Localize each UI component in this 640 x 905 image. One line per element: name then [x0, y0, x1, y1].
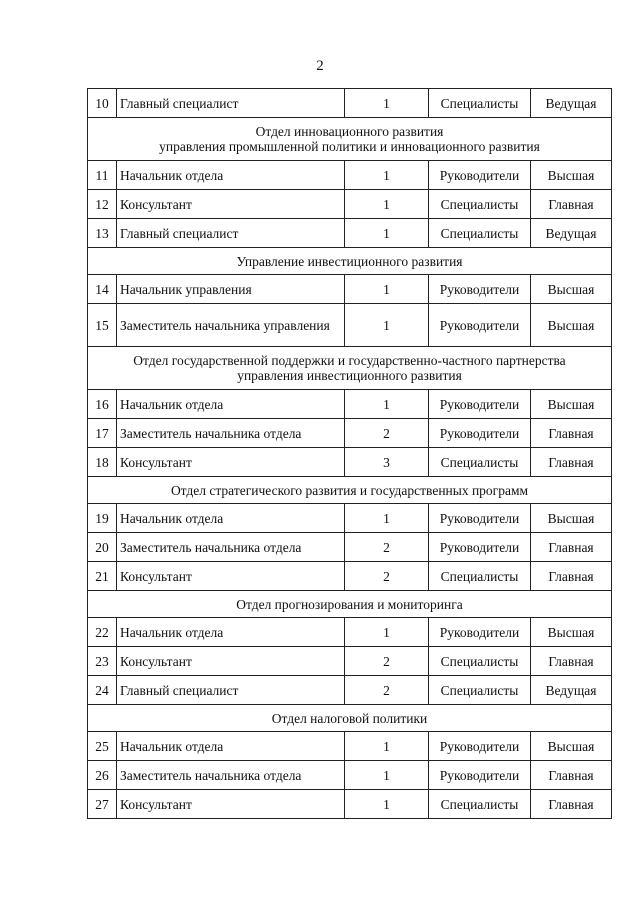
staff-table-body — [88, 89, 612, 819]
table-row — [88, 533, 612, 562]
table-row — [88, 562, 612, 591]
section-title-line: Отдел государственной поддержки и государственно-частного партнерства — [133, 353, 566, 368]
position-category: Руководители — [429, 732, 531, 761]
section-title-line: управления промышленной политики и инновационного развития — [159, 139, 540, 154]
section-header-row — [88, 118, 612, 161]
position-category: Специалисты — [429, 790, 531, 819]
row-number: 18 — [88, 448, 117, 477]
section-header-row — [88, 347, 612, 390]
position-title: Начальник управления — [117, 275, 345, 304]
table-row — [88, 647, 612, 676]
position-title: Начальник отдела — [117, 732, 345, 761]
row-number: 24 — [88, 676, 117, 705]
position-group: Высшая — [531, 618, 612, 647]
row-number: 15 — [88, 304, 117, 347]
section-title-line: Отдел инновационного развития — [255, 124, 444, 139]
position-title: Главный специалист — [117, 676, 345, 705]
position-category: Руководители — [429, 618, 531, 647]
table-row — [88, 304, 612, 347]
position-group: Высшая — [531, 161, 612, 190]
row-number: 10 — [88, 89, 117, 118]
position-count: 1 — [345, 161, 429, 190]
position-group: Главная — [531, 790, 612, 819]
position-category: Руководители — [429, 304, 531, 347]
position-count: 2 — [345, 676, 429, 705]
position-category: Руководители — [429, 761, 531, 790]
section-header-row — [88, 477, 612, 504]
position-group: Ведущая — [531, 89, 612, 118]
position-group: Высшая — [531, 732, 612, 761]
row-number: 25 — [88, 732, 117, 761]
section-title-line: Управление инвестиционного развития — [236, 253, 463, 269]
row-number: 11 — [88, 161, 117, 190]
section-header-row — [88, 591, 612, 618]
position-title: Консультант — [117, 647, 345, 676]
section-title — [88, 477, 612, 504]
table-row — [88, 390, 612, 419]
position-group: Высшая — [531, 504, 612, 533]
position-category: Руководители — [429, 275, 531, 304]
position-category: Специалисты — [429, 219, 531, 248]
row-number: 14 — [88, 275, 117, 304]
position-count: 1 — [345, 790, 429, 819]
position-category: Специалисты — [429, 89, 531, 118]
section-title — [88, 705, 612, 732]
section-header-row — [88, 248, 612, 275]
section-title — [88, 591, 612, 618]
row-number: 17 — [88, 419, 117, 448]
section-title-line: Отдел прогнозирования и мониторинга — [236, 596, 463, 612]
row-number: 16 — [88, 390, 117, 419]
position-group: Высшая — [531, 390, 612, 419]
position-title: Начальник отдела — [117, 161, 345, 190]
position-title: Консультант — [117, 190, 345, 219]
position-group: Высшая — [531, 304, 612, 347]
row-number: 23 — [88, 647, 117, 676]
table-row — [88, 161, 612, 190]
position-title: Консультант — [117, 562, 345, 591]
position-count: 2 — [345, 419, 429, 448]
position-category: Руководители — [429, 390, 531, 419]
position-category: Специалисты — [429, 562, 531, 591]
position-category: Руководители — [429, 161, 531, 190]
row-number: 12 — [88, 190, 117, 219]
table-row — [88, 219, 612, 248]
position-group: Главная — [531, 761, 612, 790]
position-count: 1 — [345, 275, 429, 304]
position-group: Главная — [531, 419, 612, 448]
table-row — [88, 190, 612, 219]
row-number: 27 — [88, 790, 117, 819]
row-number: 13 — [88, 219, 117, 248]
row-number: 19 — [88, 504, 117, 533]
staff-table — [87, 88, 612, 819]
section-title-line: управления инвестиционного развития — [237, 368, 462, 383]
position-category: Специалисты — [429, 647, 531, 676]
section-title — [88, 248, 612, 275]
position-title: Начальник отдела — [117, 390, 345, 419]
position-title: Консультант — [117, 790, 345, 819]
table-row — [88, 761, 612, 790]
position-category: Руководители — [429, 533, 531, 562]
table-row — [88, 89, 612, 118]
table-row — [88, 504, 612, 533]
position-group: Главная — [531, 533, 612, 562]
position-count: 1 — [345, 618, 429, 647]
position-title: Заместитель начальника управления — [117, 304, 345, 347]
section-title — [88, 347, 612, 390]
position-category: Специалисты — [429, 448, 531, 477]
table-row — [88, 275, 612, 304]
position-group: Высшая — [531, 275, 612, 304]
position-group: Главная — [531, 190, 612, 219]
position-count: 1 — [345, 732, 429, 761]
position-count: 1 — [345, 304, 429, 347]
position-category: Специалисты — [429, 190, 531, 219]
position-title: Главный специалист — [117, 219, 345, 248]
position-group: Главная — [531, 647, 612, 676]
section-header-row — [88, 705, 612, 732]
position-count: 1 — [345, 761, 429, 790]
position-count: 1 — [345, 390, 429, 419]
table-row — [88, 448, 612, 477]
position-count: 1 — [345, 89, 429, 118]
position-group: Ведущая — [531, 219, 612, 248]
section-title-line: Отдел стратегического развития и государственных программ — [170, 482, 529, 498]
table-row — [88, 618, 612, 647]
row-number: 20 — [88, 533, 117, 562]
row-number: 22 — [88, 618, 117, 647]
page-number: 2 — [316, 58, 324, 74]
section-title-line: Отдел налоговой политики — [271, 710, 428, 726]
position-group: Главная — [531, 562, 612, 591]
position-title: Начальник отдела — [117, 504, 345, 533]
position-title: Заместитель начальника отдела — [117, 419, 345, 448]
position-count: 2 — [345, 647, 429, 676]
table-row — [88, 790, 612, 819]
position-title: Заместитель начальника отдела — [117, 761, 345, 790]
position-count: 1 — [345, 504, 429, 533]
position-group: Главная — [531, 448, 612, 477]
row-number: 26 — [88, 761, 117, 790]
table-row — [88, 732, 612, 761]
table-row — [88, 419, 612, 448]
position-count: 2 — [345, 533, 429, 562]
position-count: 1 — [345, 190, 429, 219]
position-count: 3 — [345, 448, 429, 477]
position-title: Заместитель начальника отдела — [117, 533, 345, 562]
position-title: Начальник отдела — [117, 618, 345, 647]
row-number: 21 — [88, 562, 117, 591]
section-title — [88, 118, 612, 161]
position-group: Ведущая — [531, 676, 612, 705]
table-row — [88, 676, 612, 705]
position-category: Руководители — [429, 419, 531, 448]
position-count: 2 — [345, 562, 429, 591]
position-title: Консультант — [117, 448, 345, 477]
position-count: 1 — [345, 219, 429, 248]
position-category: Специалисты — [429, 676, 531, 705]
position-title: Главный специалист — [117, 89, 345, 118]
position-category: Руководители — [429, 504, 531, 533]
